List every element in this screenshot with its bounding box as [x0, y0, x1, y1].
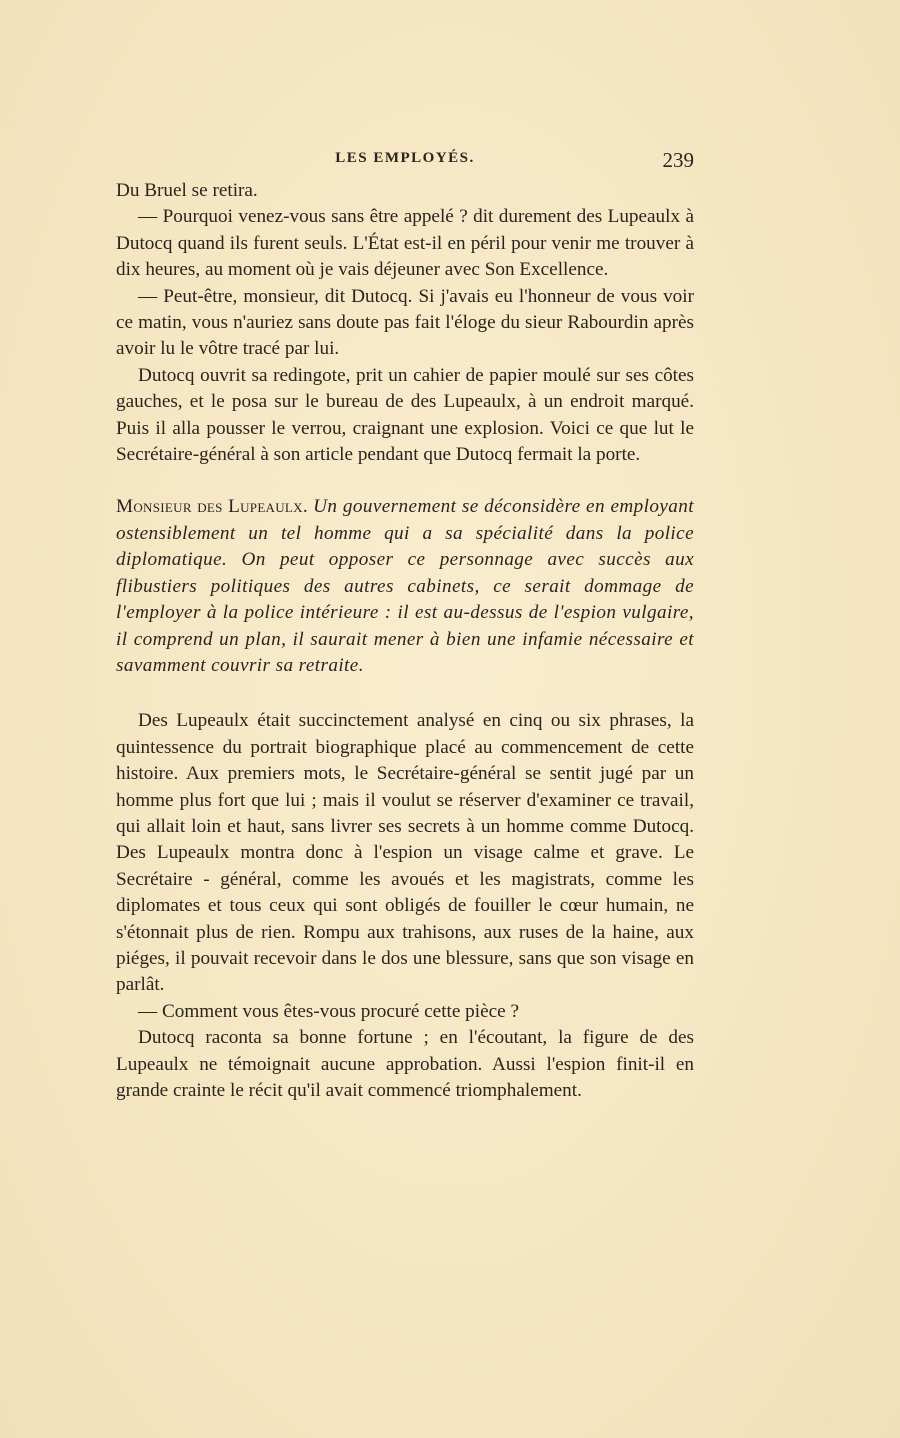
paragraph: Des Lupeaulx était succinctement analysé en cinq ou six phrases, la quintessence du portrait biographique placé au commencement de cette histoire. Aux premiers mots, le Secrétaire-général se sentit jugé par un homme plus fort que lui ; mais il voulut se réserver d'examiner ce travail, qui allait loin et haut, sans livrer ses secrets à un homme comme Dutocq. Des Lupeaulx montra donc à l'espion un visage calme et grave. Le Secrétaire - général, comme les avoués et les magistrats, comme les diplomates et tous ceux qui sont obligés de fouiller le cœur humain, ne s'étonnait plus de rien. Rompu aux trahisons, aux ruses de la haine, aux piéges, il pouvait recevoir dans le dos une blessure, sans que son visage en parlât.	[116, 710, 694, 996]
running-title: LES EMPLOYÉS.	[335, 150, 475, 166]
note-label: Monsieur des Lupeaulx.	[116, 496, 308, 518]
body-text	[116, 178, 694, 1104]
page-header	[116, 148, 694, 178]
quoted-note	[116, 494, 694, 679]
paragraph: Du Bruel se retira.	[116, 180, 258, 201]
paragraph: Dutocq raconta sa bonne fortune ; en l'écoutant, la figure de des Lupeaulx ne témoignait aucune approbation. Aussi l'espion finit-il en grande crainte le récit qu'il avait commencé triomphalement.	[116, 1027, 694, 1101]
paragraph: Dutocq ouvrit sa redingote, prit un cahier de papier moulé sur ses côtes gauches, et le posa sur le bureau de des Lupeaulx, à un endroit marqué. Puis il alla pousser le verrou, craignant une explosion. Voici ce que lut le Secrétaire-général à son article pendant que Dutocq fermait la porte.	[116, 364, 694, 466]
paragraph: — Peut-être, monsieur, dit Dutocq. Si j'avais eu l'honneur de vous voir ce matin, vous n'auriez sans doute pas fait l'éloge du sieur Rabourdin après avoir lu le vôtre tracé par lui.	[116, 285, 694, 360]
paragraph: — Comment vous êtes-vous procuré cette pièce ?	[138, 1000, 519, 1022]
note-body: Un gouvernement se déconsidère en employant ostensiblement un tel homme qui a sa spécialité dans la police diplomatique. On peut opposer ce personnage avec succès aux flibustiers politiques des autres cabinets, ce serait dommage de l'employer à la police intérieure : il est au-dessus de l'espion vulgaire, il comprend un plan, il saurait mener à bien une infamie nécessaire et savamment couvrir sa retraite.	[116, 496, 695, 676]
page-number: 239	[662, 148, 694, 172]
paragraph: — Pourquoi venez-vous sans être appelé ? dit durement des Lupeaulx à Dutocq quand ils furent seuls. L'État est-il en péril pour venir me trouver à dix heures, au moment où je vais déjeuner avec Son Excellence.	[116, 206, 694, 281]
